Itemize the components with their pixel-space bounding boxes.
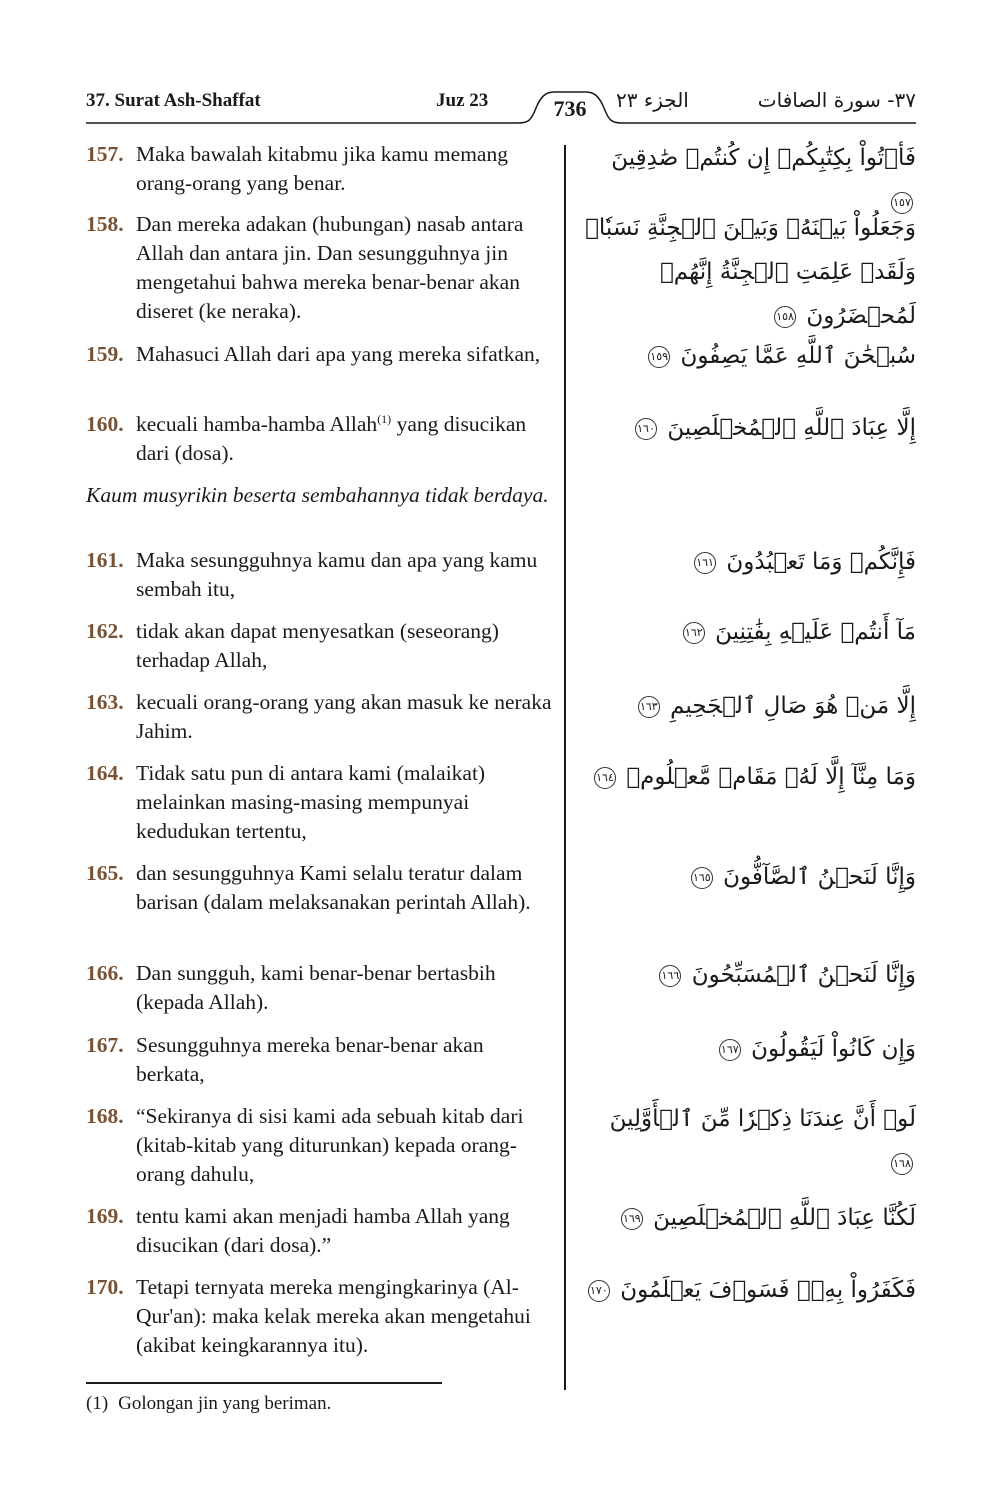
arabic-text: لَكُنَّا عِبَادَ ٱللَّهِ ٱلۡمُخۡلَصِينَ: [653, 1205, 916, 1231]
verse-number: 158.: [86, 212, 124, 236]
verse-translation: Tetapi ternyata mereka mengingkarinya (Al-Qur'an): maka kelak mereka akan mengetahui (akibat keingkarannya itu).: [136, 1275, 531, 1357]
page-number: 736: [553, 96, 587, 121]
arabic-verse-169: [582, 1196, 916, 1240]
verse-translation: Tidak satu pun di antara kami (malaikat) melainkan masing-masing mempunyai kedudukan tertentu,: [136, 761, 486, 843]
verse-translation: Mahasuci Allah dari apa yang mereka sifatkan,: [136, 342, 541, 366]
footnote: [86, 1393, 331, 1415]
verse-157: [86, 140, 556, 198]
ayah-end-marker: ١٦٠: [635, 418, 657, 440]
section-subheading: Kaum musyrikin beserta sembahannya tidak berdaya.: [86, 483, 549, 507]
verse-number: 163.: [86, 690, 124, 714]
verse-translation: Maka bawalah kitabmu jika kamu memang orang-orang yang benar.: [136, 142, 508, 195]
ayah-end-marker: ١٦٥: [691, 867, 713, 889]
arabic-text: لَوۡ أَنَّ عِندَنَا ذِكۡرٗا مِّنَ ٱلۡأَوَّلِينَ: [609, 1106, 916, 1132]
verse-text-part: kecuali hamba-hamba Allah: [136, 412, 378, 436]
arabic-text: سُبۡحَٰنَ ٱللَّهِ عَمَّا يَصِفُونَ: [680, 343, 916, 369]
arabic-text: وَإِن كَانُواْ لَيَقُولُونَ: [751, 1036, 916, 1062]
arabic-verse-168: [582, 1097, 916, 1185]
verse-number: 167.: [86, 1033, 124, 1057]
ayah-end-marker: ١٦٤: [594, 767, 616, 789]
verse-number: 169.: [86, 1204, 124, 1228]
verse-translation: [136, 410, 556, 468]
ayah-end-marker: ١٥٨: [774, 306, 796, 328]
verse-169: [86, 1202, 556, 1260]
arabic-verse-163: [582, 684, 916, 728]
verse-160: [86, 410, 556, 468]
verse-number: 165.: [86, 861, 124, 885]
arabic-verse-161: [582, 540, 916, 584]
arabic-verse-167: [582, 1027, 916, 1071]
verse-165: [86, 859, 556, 917]
verse-translation: tentu kami akan menjadi hamba Allah yang disucikan (dari dosa).”: [136, 1204, 510, 1257]
arabic-text: فَأۡتُواْ بِكِتَٰبِكُمۡ إِن كُنتُمۡ صَٰدِقِينَ: [611, 145, 916, 171]
juz-label-latin: Juz 23: [436, 90, 489, 111]
arabic-text: وَجَعَلُواْ بَيۡنَهُۥ وَبَيۡنَ ٱلۡجِنَّةِ نَسَبٗاۚ وَلَقَدۡ عَلِمَتِ ٱلۡجِنَّةُ إِنَّهُمۡ لَمُحۡضَرُونَ: [585, 215, 916, 329]
ayah-end-marker: ١٥٩: [648, 346, 670, 368]
arabic-text: وَإِنَّا لَنَحۡنُ ٱلصَّآفُّونَ: [723, 864, 916, 890]
verse-number: 168.: [86, 1104, 124, 1128]
ayah-end-marker: ١٦٢: [683, 622, 705, 644]
page-header: [86, 88, 916, 128]
ayah-end-marker: ١٦١: [694, 552, 716, 574]
arabic-text: إِلَّا عِبَادَ ٱللَّهِ ٱلۡمُخۡلَصِينَ: [667, 415, 916, 441]
ayah-end-marker: ١٦٦: [659, 965, 681, 987]
arabic-text: إِلَّا مَنۡ هُوَ صَالِ ٱلۡجَحِيمِ: [670, 693, 916, 719]
footnote-marker: (1): [86, 1393, 109, 1414]
ayah-end-marker: ١٦٣: [638, 696, 660, 718]
verse-163: [86, 688, 556, 746]
verse-number: 170.: [86, 1275, 124, 1299]
footnote-rule: [86, 1382, 442, 1384]
verse-text-part: yang disucikan dari (dosa).: [136, 412, 527, 465]
verse-161: [86, 546, 556, 604]
column-divider: [564, 145, 566, 1390]
arabic-verse-164: [582, 755, 916, 799]
arabic-verse-170: [582, 1268, 916, 1312]
footnote-reference[interactable]: (1): [377, 411, 392, 426]
verse-167: [86, 1031, 556, 1089]
verse-number: 166.: [86, 961, 124, 985]
verse-number: 159.: [86, 342, 124, 366]
ayah-end-marker: ١٧٠: [588, 1280, 610, 1302]
arabic-verse-165: [582, 855, 916, 899]
arabic-verse-159: [582, 334, 916, 378]
ayah-end-marker: ١٦٨: [891, 1153, 913, 1175]
verse-168: [86, 1102, 556, 1189]
arabic-verse-160: [582, 406, 916, 450]
verse-translation: “Sekiranya di sisi kami ada sebuah kitab dari (kitab-kitab yang diturunkan) kepada orang-orang dahulu,: [136, 1104, 524, 1186]
verse-number: 157.: [86, 142, 124, 166]
arabic-verse-158: [582, 206, 916, 338]
arabic-verse-162: [582, 610, 916, 654]
ayah-end-marker: ١٦٧: [719, 1039, 741, 1061]
verse-translation: Sesungguhnya mereka benar-benar akan berkata,: [136, 1033, 484, 1086]
verse-translation: kecuali orang-orang yang akan masuk ke neraka Jahim.: [136, 690, 552, 743]
verse-170: [86, 1273, 556, 1360]
ayah-end-marker: ١٥٧: [891, 192, 913, 214]
arabic-text: وَإِنَّا لَنَحۡنُ ٱلۡمُسَبِّحُونَ: [691, 962, 916, 988]
verse-164: [86, 759, 556, 846]
verse-number: 161.: [86, 548, 124, 572]
verse-translation: tidak akan dapat menyesatkan (seseorang) terhadap Allah,: [136, 619, 499, 672]
verse-translation: Maka sesungguhnya kamu dan apa yang kamu sembah itu,: [136, 548, 538, 601]
arabic-text: مَآ أَنتُمۡ عَلَيۡهِ بِفَٰتِنِينَ: [715, 619, 916, 645]
footnote-text: Golongan jin yang beriman.: [118, 1393, 332, 1414]
verse-158: [86, 210, 556, 326]
verse-translation: Dan mereka adakan (hubungan) nasab antara Allah dan antara jin. Dan sesungguhnya jin mengetahui bahwa mereka benar-benar akan diseret (ke neraka).: [136, 212, 524, 323]
verse-translation: dan sesungguhnya Kami selalu teratur dalam barisan (dalam melaksanakan perintah Allah).: [136, 861, 531, 914]
arabic-text: فَكَفَرُواْ بِهِۦۖ فَسَوۡفَ يَعۡلَمُونَ: [620, 1277, 916, 1303]
verse-number: 164.: [86, 761, 124, 785]
arabic-verse-166: [582, 953, 916, 997]
ayah-end-marker: ١٦٩: [621, 1208, 643, 1230]
verse-translation: Dan sungguh, kami benar-benar bertasbih (kepada Allah).: [136, 961, 496, 1014]
verse-166: [86, 959, 556, 1017]
verse-number: 162.: [86, 619, 124, 643]
arabic-text: فَإِنَّكُمۡ وَمَا تَعۡبُدُونَ: [726, 549, 916, 575]
surah-title-latin: 37. Surat Ash-Shaffat: [86, 90, 261, 111]
verse-number: 160.: [86, 412, 124, 436]
juz-label-arabic: الجزء ٢٣: [616, 88, 689, 112]
verse-162: [86, 617, 556, 675]
arabic-text: وَمَا مِنَّآ إِلَّا لَهُۥ مَقَامٞ مَّعۡلُومٞ: [626, 764, 916, 790]
verse-159: [86, 340, 556, 369]
surah-title-arabic: ٣٧- سورة الصافات: [757, 88, 916, 112]
